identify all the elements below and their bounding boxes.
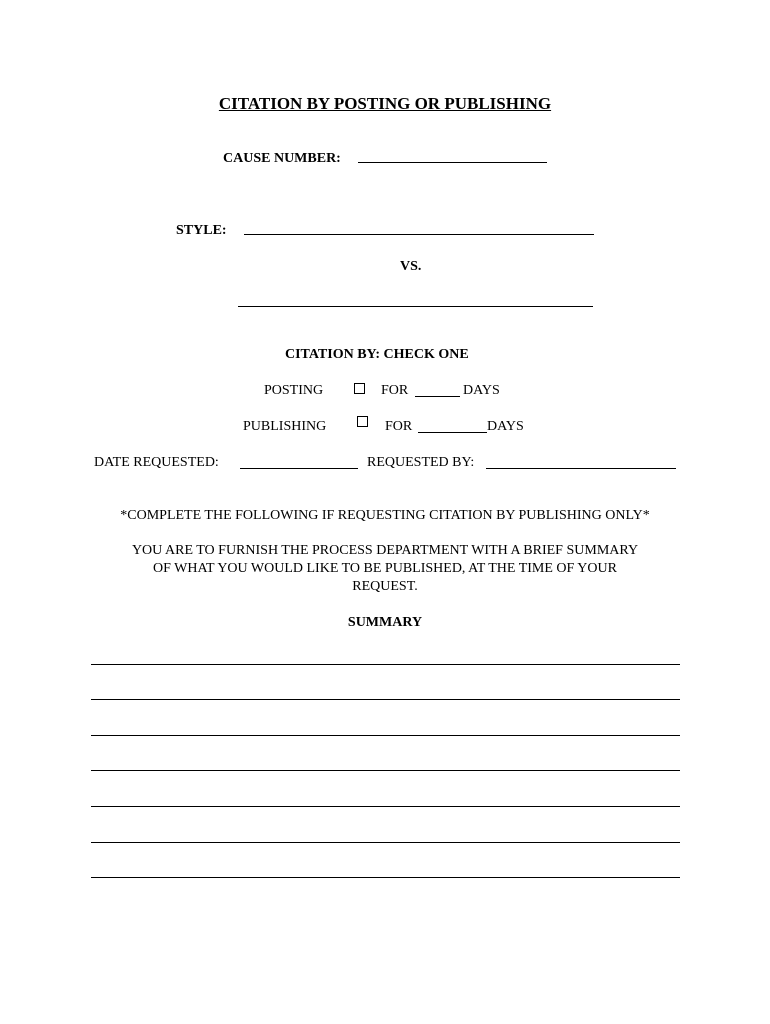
posting-checkbox[interactable] xyxy=(354,383,365,394)
publishing-days-label: DAYS xyxy=(487,419,524,434)
date-requested-field[interactable] xyxy=(240,468,358,469)
publishing-days-field[interactable] xyxy=(418,432,487,433)
vs-label: VS. xyxy=(400,259,422,274)
summary-line-3[interactable] xyxy=(91,735,680,736)
page-title: CITATION BY POSTING OR PUBLISHING xyxy=(218,94,552,113)
style-defendant-field[interactable] xyxy=(238,306,593,307)
posting-label: POSTING xyxy=(264,383,324,398)
cause-number-label: CAUSE NUMBER: xyxy=(223,151,341,166)
requested-by-label: REQUESTED BY: xyxy=(367,455,475,470)
summary-line-5[interactable] xyxy=(91,806,680,807)
publishing-only-note: *COMPLETE THE FOLLOWING IF REQUESTING CITATION BY PUBLISHING ONLY* xyxy=(120,508,650,523)
summary-line-4[interactable] xyxy=(91,770,680,771)
posting-days-label: DAYS xyxy=(463,383,500,398)
instructions-line-2: OF WHAT YOU WOULD LIKE TO BE PUBLISHED, AT THE TIME OF YOUR xyxy=(153,561,617,576)
cause-number-field[interactable] xyxy=(358,162,547,163)
publishing-label: PUBLISHING xyxy=(243,419,327,434)
instructions-line-1: YOU ARE TO FURNISH THE PROCESS DEPARTMENT WITH A BRIEF SUMMARY xyxy=(131,543,639,558)
summary-line-6[interactable] xyxy=(91,842,680,843)
date-requested-label: DATE REQUESTED: xyxy=(94,455,219,470)
summary-line-7[interactable] xyxy=(91,877,680,878)
style-label: STYLE: xyxy=(176,223,227,238)
style-plaintiff-field[interactable] xyxy=(244,234,594,235)
summary-line-1[interactable] xyxy=(91,664,680,665)
posting-for-label: FOR xyxy=(381,383,409,398)
publishing-for-label: FOR xyxy=(385,419,413,434)
summary-heading: SUMMARY xyxy=(347,615,423,630)
publishing-checkbox[interactable] xyxy=(357,416,368,427)
summary-line-2[interactable] xyxy=(91,699,680,700)
citation-by-heading: CITATION BY: CHECK ONE xyxy=(285,347,469,362)
posting-days-field[interactable] xyxy=(415,396,460,397)
instructions-line-3: REQUEST. xyxy=(352,579,418,594)
requested-by-field[interactable] xyxy=(486,468,676,469)
